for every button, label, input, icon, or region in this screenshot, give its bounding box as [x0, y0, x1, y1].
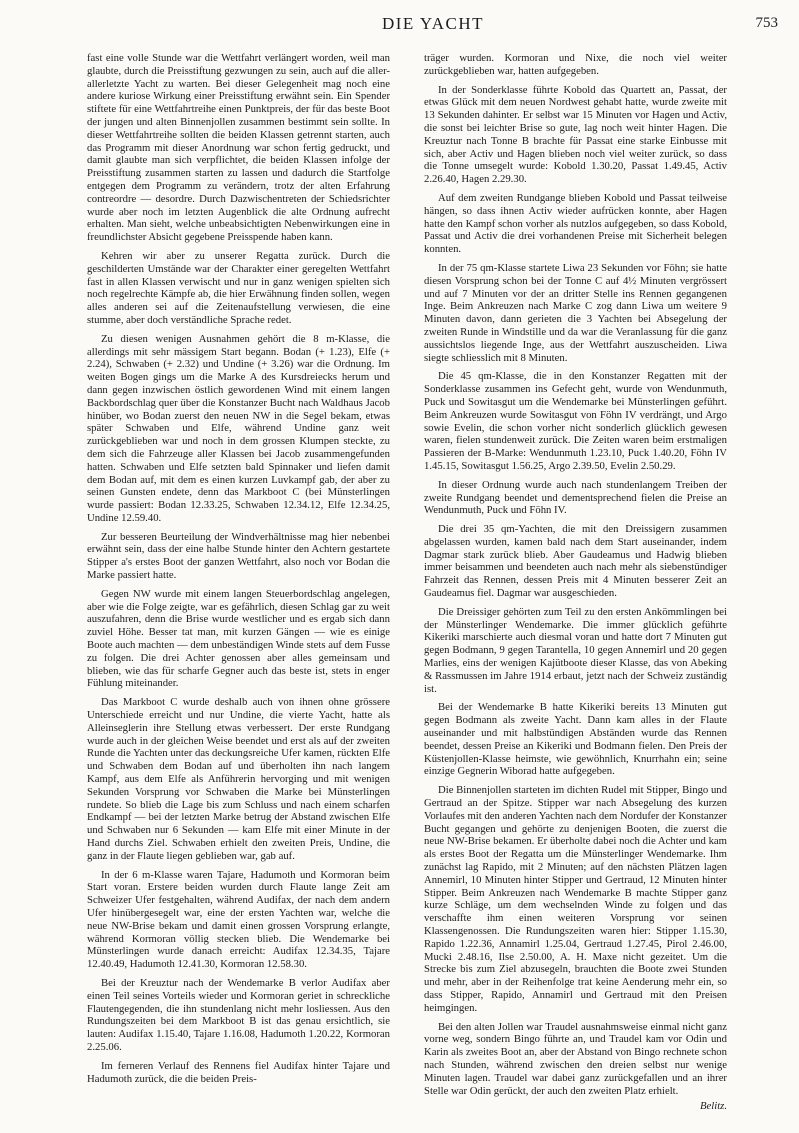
paragraph: Bei den alten Jollen war Traudel ausnahmsweise einmal nicht ganz vorne weg, sondern Bingo führte an, und Traudel kam vor Odin und Karin als zweites Boot an, aber der Abstand von Bingo rechnete schon nach Stunden, während zwischen den dreien selbst nur wenige Minuten lagen. Traudel war dabei ganz zurückgefallen und an ihrer Stelle war Odin gerückt, der auch den zweiten Platz erhielt. [424, 1020, 727, 1097]
author-signature: Belitz. [699, 1100, 727, 1113]
paragraph: Bei der Wendemarke B hatte Kikeriki bereits 13 Minuten gut gegen Bodmann als zweite Yacht. Dann kam alles in der Flaute auseinander und mit halbstündigen Abständen wurde das Rennen beendet, dessen Preise an Kikeriki und Bodmann fielen. Den Preis der Küstenjollen-Klasse heimste, wie gewöhnlich, Knurrhahn ein; seine einzige Gegnerin Wiborad hatte aufgegeben. [424, 701, 727, 778]
paragraph: träger wurden. Kormoran und Nixe, die noch viel weiter zurückgeblieben war, hatten aufgegeben. [424, 52, 727, 77]
paragraph: In dieser Ordnung wurde auch nach stundenlangem Treiben der zweite Rundgang beendet und dementsprechend fielen die Preise an Wendunmuth, Puck und Föhn IV. [424, 478, 727, 517]
magazine-title: DIE YACHT [381, 14, 485, 33]
paragraph: In der 6 m-Klasse waren Tajare, Hadumoth und Kormoran beim Start voran. Erstere beiden wurden durch Flaute lange Zeit am Schweizer Ufer festgehalten, während Audifax, der nach dem andern Ufer hinübergesegelt war, eine der ersten Yachten war, welche die neue NW-Brise bekam und damit einen grossen Vorsprung erlangte, während Kormoran völlig stecken blieb. Die Wendemarke bei Münsterlingen wurde danach erreicht: Audifax 12.34.35, Tajare 12.40.49, Hadumoth 12.41.30, Kormoran 12.58.30. [87, 868, 390, 971]
paragraph: fast eine volle Stunde war die Wettfahrt verlängert worden, weil man glaubte, durch die Preisstiftung gezwungen zu sein, auch auf die aller- allerletzte Yacht zu warten. Bei dieser Gelegenheit mag noch eine andere kuriose Wirkung einer Preisstiftung erwähnt sein. Ein Spender stiftete für eine Wettfahrtreihe einen Punktpreis, der für das beste Boot der jungen und alten Binnenjollen zusammen bestimmt sein sollte. In dieser Wettfahrtreihe sollten die beiden Klassen getrennt starten, auch das Programm mit dieser Anordnung war schon fertig gedruckt, und damit glaubte man sich verpflichtet, die beiden Klassen infolge der Preisstiftung zusammen starten zu lassen und dadurch die Startfolge entgegen dem Programm zu verändern, trotz der alten Erfahrung contreordre — desordre. Durch Dazwischentreten der Schiedsrichter wurde aber noch im letzten Augenblick die alte Ordnung aufrecht erhalten. Man sieht, welche unbeabsichtigten Nebenwirkungen eine in freundlichster Absicht gegebene Preisspende haben kann. [87, 52, 390, 244]
paragraph: Auf dem zweiten Rundgange blieben Kobold und Passat teilweise hängen, so dass ihnen Activ wieder aufrücken konnte, aber Hagen hatte den Kampf schon vorher als nutzlos aufgegeben, so dass Kobold, Passat und Activ die drei vorhandenen Preise mit Sicherheit belegen konnten. [424, 191, 727, 256]
paragraph: Die 45 qm-Klasse, die in den Konstanzer Regatten mit der Sonderklasse zusammen ins Gefecht geht, wurde von Wendunmuth, Puck und Sowitasgut um die Wendemarke bei Münsterlingen geführt. Beim Ankreuzen wurde Sowitasgut von Föhn IV verdrängt, und Argo sowie Evelin, die schon vorher nicht sonderlich glücklich gewesen waren, fielen stundenweit zurück. Die Zeiten waren beim erstmaligen Passieren der B-Marke: Wendunmuth 1.23.10, Puck 1.40.20, Föhn IV 1.45.15, Sowitasgut 1.56.25, Argo 2.39.50, Evelin 2.50.29. [424, 370, 727, 472]
paragraph: Zur besseren Beurteilung der Windverhältnisse mag hier nebenbei erwähnt sein, dass der eine halbe Stunde hinter den Achtern gestartete Stipper a's erstes Boot der ganzen Wettfahrt, also noch vor Bodan die Marke passiert hatte. [87, 530, 390, 582]
paragraph: Bei der Kreuztur nach der Wendemarke B verlor Audifax aber einen Teil seines Vorteils wieder und Kormoran geriet in schreckliche Flautengegenden, die ihn stundenlang nicht mehr losliessen. Aus den Rundungszeiten bei dem Markboot B ist das genau ersichtlich, sie lauten: Audifax 1.15.40, Tajare 1.16.08, Hadumoth 1.20.22, Kormoran 2.25.06. [87, 976, 390, 1053]
page-header [88, 14, 778, 38]
paragraph: Die Dreissiger gehörten zum Teil zu den ersten Ankömmlingen bei der Münsterlinger Wendemarke. Die immer glücklich geführte Kikeriki marschierte auch diesmal voran und hatte dort 7 Minuten gut gegen Bodmann, 9 gegen Tarantella, 10 gegen Annemirl und 20 gegen Marlies, eins der wenigen Kajütboote dieser Klasse, das von Abeking & Rassmussen im Jahre 1914 erbaut, jetzt nach der Schweiz zuständig ist. [424, 605, 727, 695]
paragraph: Im ferneren Verlauf des Rennens fiel Audifax hinter Tajare und Hadumoth zurück, die die beiden Preis- [87, 1059, 390, 1085]
paragraph: Gegen NW wurde mit einem langen Steuerbordschlag angelegen, aber wie die Folge zeigte, war es gefährlich, diesen Schlag gar zu weit auszufahren, denn die Brise wurde westlicher und es ergab sich dann zuviel Höhe. Besser tat man, mit kurzen Gängen — wie es einige Boote auch machten — dem unbeständigen Winde stets auf dem Fusse zu folgen. Die drei Achter genossen aber alles gemeinsam und blieben, wie das für scharfe Gegner auch das beste ist, stets in enger Fühlung miteinander. [87, 587, 390, 690]
paragraph: Das Markboot C wurde deshalb auch von ihnen ohne grössere Unterschiede erreicht und nur Undine, die vierte Yacht, hatte als Alleinseglerin ihre Stellung etwas verbessert. Der erste Rundgang wurde auch in der gleichen Weise beendet und erst als auf der zweiten Runde die Yachten unter das deckungsreiche Ufer kamen, rückten Elfe und Schwaben dem Bodan auf und überholten ihn nach langem Kampf, aus dem Elfe als Anführerin hervorging und mit wenigen Sekunden Vorsprung vor Schwaben die Marke bei Münsterlingen rundete. So blieb die Lage bis zum Schluss und nach einem scharfen Endkampf — bei der letzten Marke betrug der Abstand zwischen Elfe und Schwaben nur 6 Sekunden — kam Elfe mit einer Minute in der Hand durchs Ziel. Schwaben erhielt den zweiten Preis, Undine, die ganz in der Flaute liegen geblieben war, gab auf. [87, 696, 390, 862]
paragraph: Die drei 35 qm-Yachten, die mit den Dreissigern zusammen abgelassen wurden, kamen bald nach dem Start auseinander, indem Dagmar stark zurück blieb. Aber Gaudeamus und Hadwig blieben immer beisammen und beendeten auch nach mehr als siebenstündiger Fahrzeit das Rennen, dessen Preis mit 4 Minuten besserer Zeit an Gaudeamus fiel. Dagmar war ausgeschieden. [424, 523, 727, 600]
page-number: 753 [755, 15, 778, 31]
paragraph: In der Sonderklasse führte Kobold das Quartett an, Passat, der etwas Glück mit dem neuen Nordwest gehabt hatte, wurde zweite mit 13 Sekunden dahinter. Er selbst war 15 Minuten vor Hagen und Activ, die sonst bei leichter Brise so gute, lag noch weit hinter Hagen. Die Kreuztur nach Tonne B brachte für Passat eine starke Einbusse mit sich, aber Activ und Hagen blieben noch viel weiter zurück, so dass die Tonne umsegelt wurde: Kobold 1.30.20, Passat 1.49.45, Activ 2.26.40, Hagen 2.29.30. [424, 83, 727, 186]
left-column [87, 52, 390, 1091]
paragraph: Die Binnenjollen starteten im dichten Rudel mit Stipper, Bingo und Gertraud an der Spitze. Stipper war nach Absegelung des kurzen Vorlaufes mit den anderen Yachten nach dem Nordufer der Konstanzer Bucht gegangen und gehörte zu denjenigen Booten, die zuerst die neue NW-Brise bekamen. Er überholte dabei noch die Achter und kam als erstes Boot der Regatta um die Münsterlinger Wendemarke. Ihm zunächst lag Rapido, mit 2 Minuten; auf den nächsten Plätzen lagen Annemirl, 10 Minuten hinter Stipper und Gertraud, 12 Minuten hinter Stipper. Beim Ankreuzen nach Wendemarke B machte Stipper ganz kurze Schläge, um dem wechselnden Winde zu folgen und das verschaffte ihm einen weiteren Vorsprung vor seinen Klassengenossen. Die Rundungszeiten waren hier: Stipper 1.15.30, Rapido 1.22.36, Annamirl 1.25.04, Gertraud 1.27.45, Pirol 2.46.00, Mucki 2.48.16, Ilse 2.50.00, A. H. Maxe nicht gezeitet. Um die Strecke bis zum Ziel abzusegeln, brauchten die Boote zwei Stunden und mehr, aber in der Reihenfolge trat keine Aenderung mehr ein, so dass Stipper, Rapido, Annamirl und Gertraud mit den Preisen heimgingen. [424, 784, 727, 1014]
paragraph: In der 75 qm-Klasse startete Liwa 23 Sekunden vor Föhn; sie hatte diesen Vorsprung schon bei der Tonne C auf 4½ Minuten vergrössert und auf 7 Minuten vor der an dritter Stelle ins Rennen gegangenen Inge. Beim Ankreuzen nach Marke C zog dann Liwa um weitere 9 Minuten davon, dann gerieten die 3 Yachten bei Absegelung der zweiten Runde in Windstille und da war die Veranlassung für die ganz aussichtslos liegende Inge, aus der Wettfahrt auszuscheiden. Liwa siegte schliesslich mit 8 Minuten. [424, 261, 727, 364]
right-column [424, 52, 727, 1113]
paragraph: Zu diesen wenigen Ausnahmen gehört die 8 m-Klasse, die allerdings mit sehr mässigem Start begann. Bodan (+ 1.23), Elfe (+ 2.24), Schwaben (+ 2.32) und Undine (+ 3.26) war die Ordnung. Im weiten Bogen gings um die Marke A des Kursdreiecks herum und dann gegen inzwischen östlich gewordenen Wind mit einem langen Backbordschlag quer über die Konstanzer Bucht nach Waldhaus Jacob hinüber, wo Bodan zuerst den neuen NW in die Segel bekam, etwas später Schwaben und Elfe, während Undine ganz weit zurückgeblieben war und noch in dem grossen Klumpen steckte, zu dem sich die Fahrzeuge aller Klassen bei Jacob zusammengefunden hatten. Schwaben und Elfe setzten bald Spinnaker und liefen damit dem Bodan auf, mit dem es einen kurzen Luvkampf gab, der aber zu seinen Gunsten endete, denn das Markboot C (bei Münsterlingen wurde passiert: Bodan 12.33.25, Schwaben 12.34.12, Elfe 12.34.25, Undine 12.59.40. [87, 332, 390, 524]
paragraph: Kehren wir aber zu unserer Regatta zurück. Durch die geschilderten Umstände war der Charakter einer geregelten Wettfahrt fast in allen Klassen verwischt und nur in ganz wenigen spielten sich noch regelrechte Kämpfe ab, die hier Erwähnung finden sollen, wegen alles anderen sei auf die Zeitenaufstellung verwiesen, die eine stumme, aber doch verständliche Sprache redet. [87, 249, 390, 326]
